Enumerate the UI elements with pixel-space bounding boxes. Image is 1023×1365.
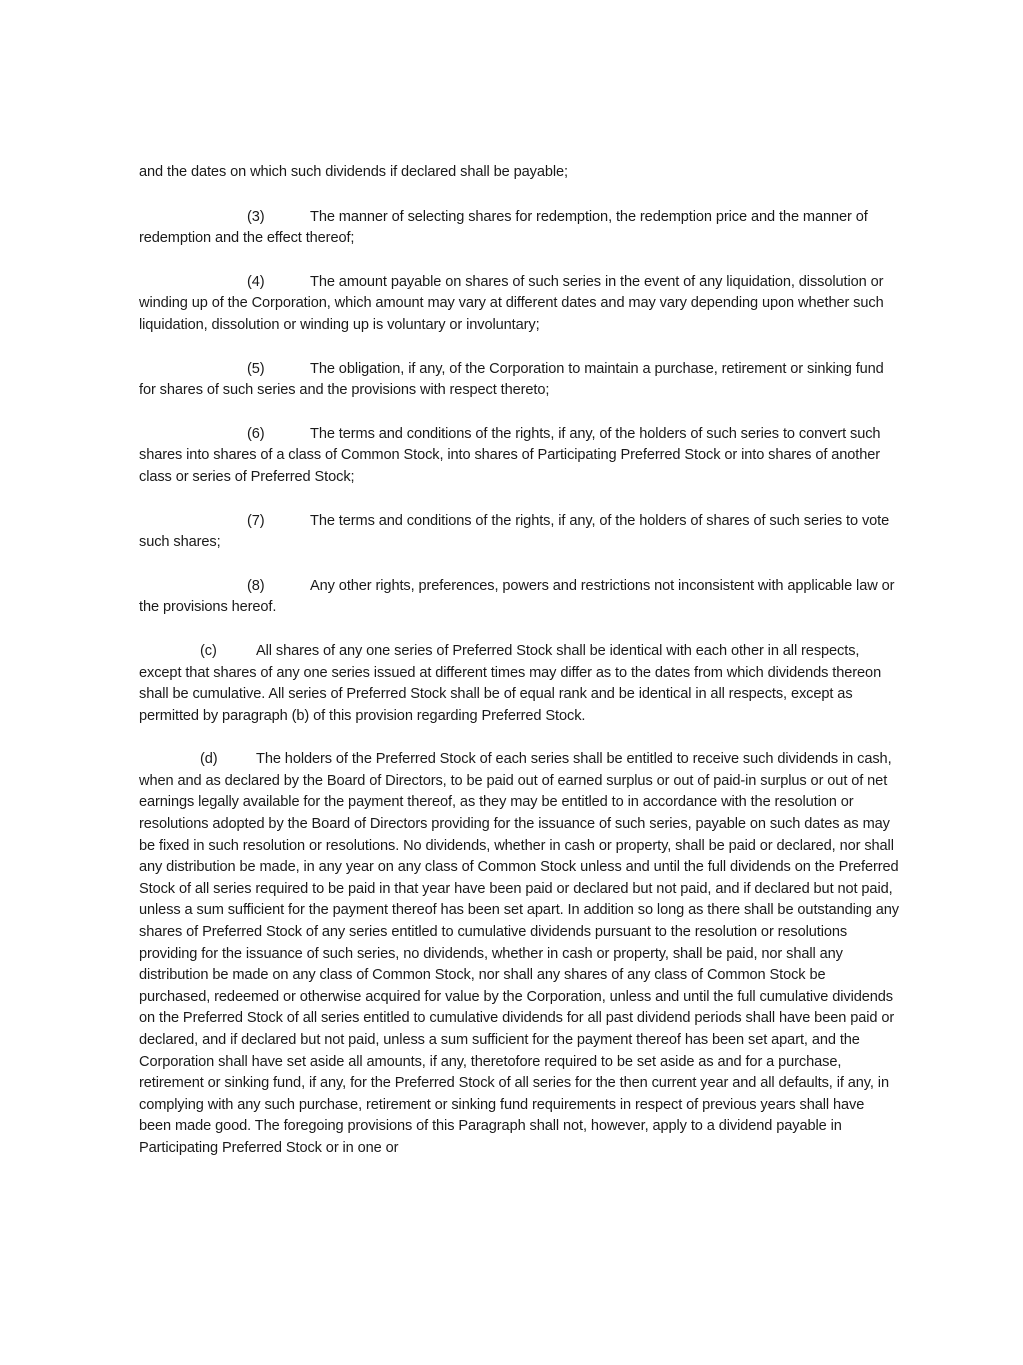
item-number: (4) — [247, 273, 265, 290]
item-text: The manner of selecting shares for redemption, the redemption price and the manner of redemption and the effect thereof; — [139, 208, 868, 247]
list-item — [139, 359, 899, 402]
paragraph-c — [139, 641, 899, 727]
item-text: Any other rights, preferences, powers and restrictions not inconsistent with applicable law or the provisions hereof. — [139, 577, 895, 616]
item-text: The amount payable on shares of such series in the event of any liquidation, dissolution or winding up of the Corporation, which amount may vary at different dates and may vary depending upon whether such liquidation, dissolution or winding up is voluntary or involuntary; — [139, 273, 884, 333]
paragraph-label: (d) — [200, 751, 218, 768]
paragraph-label: (c) — [200, 642, 217, 659]
item-number: (5) — [247, 360, 265, 377]
list-item — [139, 511, 899, 554]
paragraph-text: The holders of the Preferred Stock of each series shall be entitled to receive such dividends in cash, when and as declared by the Board of Directors, to be paid out of earned surplus or out of paid-in surplus or out of net earnings legally available for the payment thereof, as they may be entitled to in accordance with the resolution or resolutions adopted by the Board of Directors providing for the issuance of such series, payable on such dates as may be fixed in such resolution or resolutions. No dividends, whether in cash or property, shall be paid or declared, nor shall any distribution be made, in any year on any class of Common Stock unless and until the full dividends on the Preferred Stock of all series required to be paid in that year have been paid or declared but not paid, and if declared but not paid, unless a sum sufficient for the payment thereof has been set apart. In addition so long as there shall be outstanding any shares of Preferred Stock of any series entitled to cumulative dividends pursuant to the resolution or resolutions providing for the issuance of such series, no dividends, whether in cash or property, shall be paid, nor shall any distribution be made on any class of Common Stock, nor shall any shares of any class of Common Stock be purchased, redeemed or otherwise acquired for value by the Corporation, unless and until the full cumulative dividends on the Preferred Stock of all series entitled to cumulative dividends for all past dividend periods shall have been paid or declared, and if declared but not paid, unless a sum sufficient for the payment thereof has been set apart, and the Corporation shall have set aside all amounts, if any, theretofore required to be set aside as and for a purchase, retirement or sinking fund, if any, for the Preferred Stock of all series for the then current year and all defaults, if any, in complying with any such purchase, retirement or sinking fund requirements in respect of previous years shall have been made good. The foregoing provisions of this Paragraph shall not, however, apply to a dividend payable in Participating Preferred Stock or in one or — [139, 751, 899, 1156]
opening-text: and the dates on which such dividends if declared shall be payable; — [139, 164, 568, 180]
list-item — [139, 576, 899, 619]
list-item — [139, 207, 899, 250]
item-text: The terms and conditions of the rights, if any, of the holders of shares of such series to vote such shares; — [139, 512, 890, 551]
item-number: (7) — [247, 512, 265, 529]
item-number: (3) — [247, 208, 265, 225]
item-number: (8) — [247, 577, 265, 594]
opening-line — [139, 162, 899, 184]
list-item — [139, 424, 899, 489]
item-number: (6) — [247, 425, 265, 442]
document-body — [139, 162, 899, 1182]
item-text: The obligation, if any, of the Corporation to maintain a purchase, retirement or sinking fund for shares of such series and the provisions with respect thereto; — [139, 360, 884, 399]
paragraph-text: All shares of any one series of Preferred Stock shall be identical with each other in all respects, except that shares of any one series issued at different times may differ as to the dates from which dividends thereon shall be cumulative. All series of Preferred Stock shall be of equal rank and be identical in all respects, except as permitted by paragraph (b) of this provision regarding Preferred Stock. — [139, 642, 882, 724]
list-item — [139, 272, 899, 337]
paragraph-d — [139, 749, 899, 1159]
item-text: The terms and conditions of the rights, if any, of the holders of such series to convert such shares into shares of a class of Common Stock, into shares of Participating Preferred Stock or into shares of another class or series of Preferred Stock; — [139, 425, 881, 485]
